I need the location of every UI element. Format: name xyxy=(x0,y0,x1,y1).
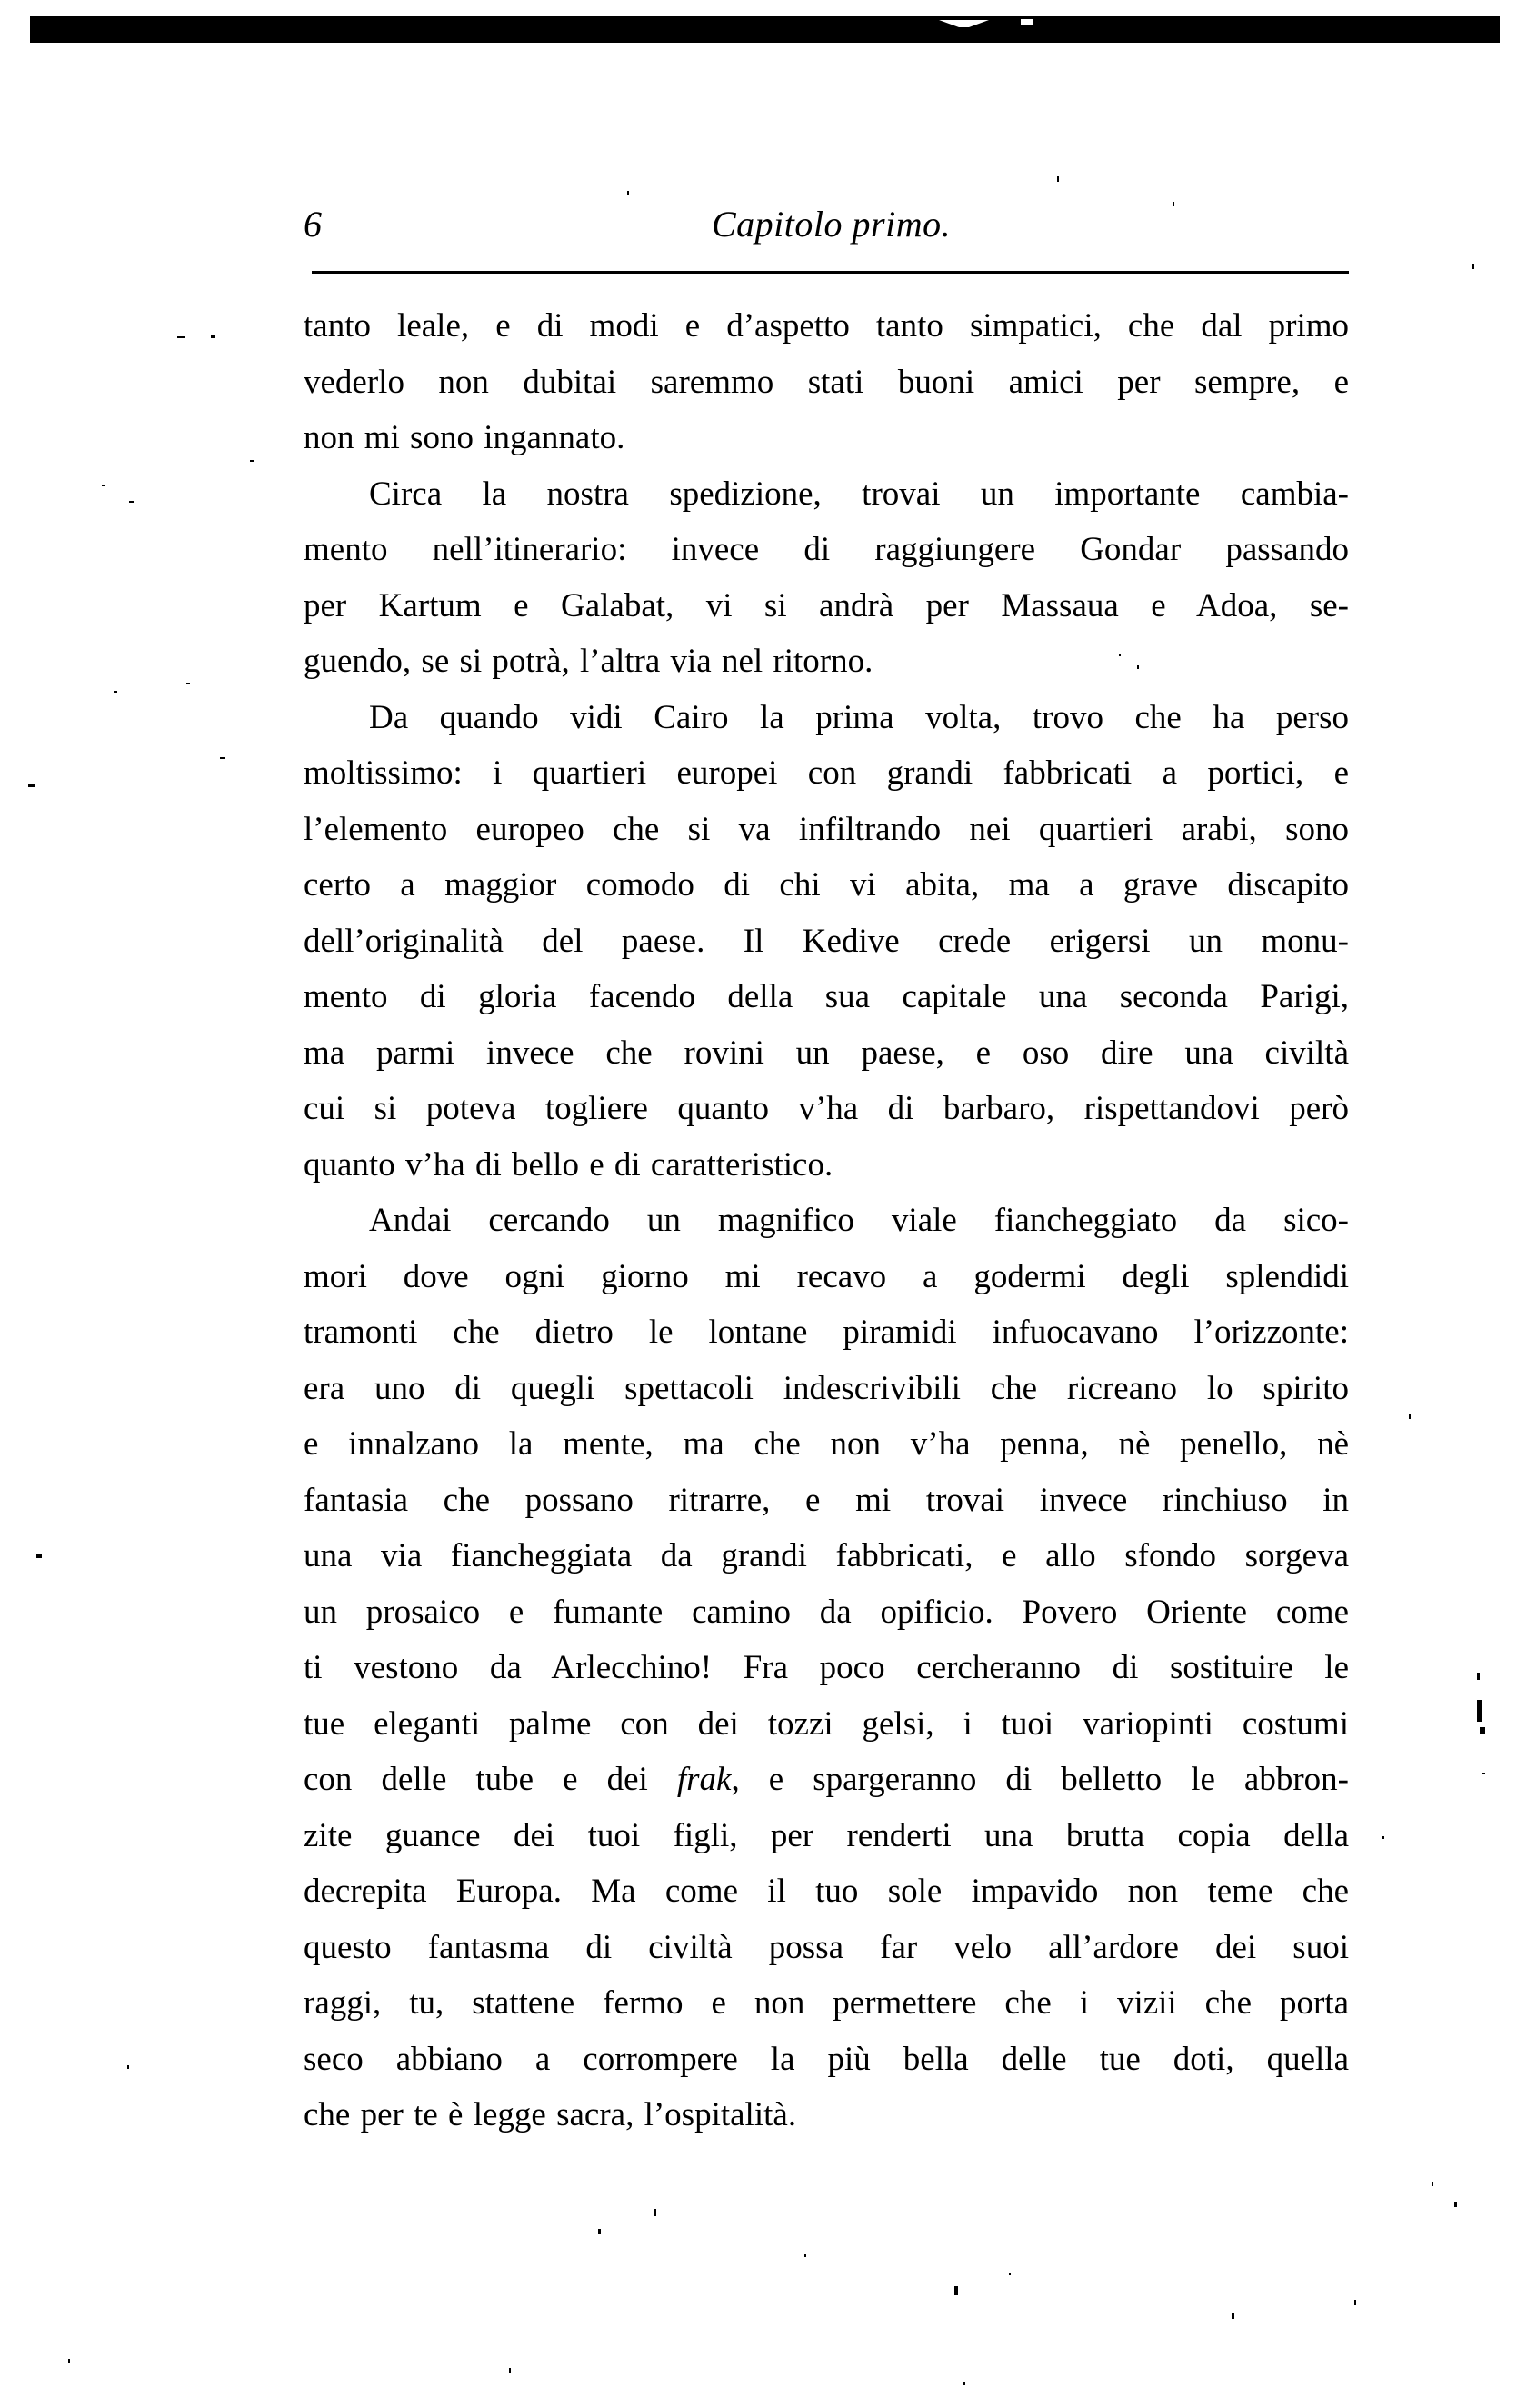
scan-speck xyxy=(1480,1727,1485,1734)
text-line: guendo, se si potrà, l’altra via nel ritorno. xyxy=(304,643,873,680)
text-line: moltissimo: i quartieri europei con grandi fabbricati a portici, e xyxy=(304,754,1349,792)
text-line: fantasia che possano ritrarre, e mi trovai invece rinchiuso in xyxy=(304,1481,1349,1519)
running-head xyxy=(304,202,1349,247)
text-line: decrepita Europa. Ma come il tuo sole impavido non teme che xyxy=(304,1873,1349,1910)
scan-speck xyxy=(509,2368,511,2373)
scan-speck xyxy=(1057,176,1059,182)
text-line: mento nell’itinerario: invece di raggiungere Gondar passando xyxy=(304,531,1349,568)
text-line: mento di gloria facendo della sua capitale una seconda Parigi, xyxy=(304,978,1349,1015)
scan-artifact xyxy=(939,20,989,27)
scan-speck xyxy=(963,2382,965,2385)
text-line: non mi sono ingannato. xyxy=(304,419,625,456)
scan-speck xyxy=(36,1554,42,1558)
scan-speck xyxy=(250,460,254,462)
scan-speck xyxy=(1454,2202,1457,2207)
text-line: zite guance dei tuoi figli, per renderti una brutta copia della xyxy=(304,1816,1349,1854)
paragraph xyxy=(304,1193,1349,2143)
scan-speck xyxy=(1137,665,1139,669)
page-number: 6 xyxy=(304,204,322,245)
text-line: un prosaico e fumante camino da opificio. Povero Oriente come xyxy=(304,1593,1349,1631)
text-line: ma parmi invece che rovini un paese, e oso dire una civiltà xyxy=(304,1034,1349,1072)
scan-speck xyxy=(1482,1773,1485,1774)
scan-speck xyxy=(1477,1673,1480,1680)
text-line: vederlo non dubitai saremmo stati buoni amici per sempre, e xyxy=(304,363,1349,401)
paragraph xyxy=(304,690,1349,1194)
header-rule xyxy=(312,271,1349,274)
scan-speck xyxy=(1009,2273,1011,2275)
text-line: seco abbiano a corrompere la più bella delle tue doti, quella xyxy=(304,2040,1349,2078)
scan-speck xyxy=(114,691,117,693)
text-line: certo a maggior comodo di chi vi abita, ma a grave discapito xyxy=(304,866,1349,904)
text-line: con delle tube e dei frak, e spargeranno di belletto le abbron- xyxy=(304,1761,1349,1798)
text-line: e innalzano la mente, ma che non v’ha penna, nè penello, nè xyxy=(304,1425,1349,1463)
scan-speck xyxy=(1477,1700,1482,1722)
text-line: Da quando vidi Cairo la prima volta, trovo che ha perso xyxy=(369,698,1349,736)
scan-speck xyxy=(186,683,190,684)
body-text xyxy=(304,298,1349,2143)
text-line: che per te è legge sacra, l’ospitalità. xyxy=(304,2096,797,2133)
scan-border-bar xyxy=(30,16,1500,43)
scan-speck xyxy=(1173,202,1174,206)
scan-speck xyxy=(804,2254,806,2257)
scan-speck xyxy=(211,335,215,338)
text-line: una via fiancheggiata da grandi fabbricati, e allo sfondo sorgeva xyxy=(304,1537,1349,1574)
chapter-title: Capitolo primo. xyxy=(712,204,952,245)
scan-speck xyxy=(1409,1414,1411,1419)
text-line: Circa la nostra spedizione, trovai un importante cambia- xyxy=(369,475,1349,513)
scan-speck xyxy=(28,784,35,787)
scan-speck xyxy=(1232,2313,1234,2319)
scan-speck xyxy=(1382,1836,1384,1839)
scan-speck xyxy=(627,191,629,195)
text-line: ti vestono da Arlecchino! Fra poco cercheranno di sostituire le xyxy=(304,1649,1349,1686)
text-line: mori dove ogni giorno mi recavo a godermi degli splendidi xyxy=(304,1257,1349,1295)
scan-speck xyxy=(102,485,105,486)
text-line: Andai cercando un magnifico viale fiancheggiato da sico- xyxy=(369,1202,1349,1239)
italic-word: frak xyxy=(676,1761,732,1798)
text-line: cui si poteva togliere quanto v’ha di barbaro, rispettandovi però xyxy=(304,1090,1349,1127)
scan-speck xyxy=(598,2229,601,2234)
paragraph xyxy=(304,466,1349,690)
scan-speck xyxy=(220,757,225,759)
text-line: questo fantasma di civiltà possa far velo all’ardore dei suoi xyxy=(304,1928,1349,1966)
text-line: l’elemento europeo che si va infiltrando nei quartieri arabi, sono xyxy=(304,810,1349,848)
scan-speck xyxy=(177,336,185,338)
scan-speck xyxy=(68,2359,70,2363)
scan-speck xyxy=(129,501,134,503)
text-line: tanto leale, e di modi e d’aspetto tanto simpatici, che dal primo xyxy=(304,307,1349,345)
scan-speck xyxy=(1119,654,1121,656)
text-line: quanto v’ha di bello e di caratteristico. xyxy=(304,1145,833,1184)
text-line: dell’originalità del paese. Il Kedive crede erigersi un monu- xyxy=(304,922,1349,960)
scan-speck xyxy=(1354,2300,1356,2305)
text-line: tue eleganti palme con dei tozzi gelsi, i tuoi variopinti costumi xyxy=(304,1704,1349,1743)
text-line: tramonti che dietro le lontane piramidi infuocavano l’orizzonte: xyxy=(304,1314,1349,1351)
text-line: per Kartum e Galabat, vi si andrà per Massaua e Adoa, se- xyxy=(304,586,1349,624)
scan-artifact xyxy=(1021,19,1033,25)
scan-speck xyxy=(127,2065,129,2069)
scan-speck xyxy=(1472,264,1474,269)
text-line: raggi, tu, stattene fermo e non permettere che i vizii che porta xyxy=(304,1984,1349,2022)
scan-speck xyxy=(654,2209,656,2216)
paragraph xyxy=(304,298,1349,466)
scan-speck xyxy=(954,2286,958,2295)
scan-speck xyxy=(1432,2182,1433,2186)
text-line: era uno di quegli spettacoli indescrivibili che ricreano lo spirito xyxy=(304,1369,1349,1407)
